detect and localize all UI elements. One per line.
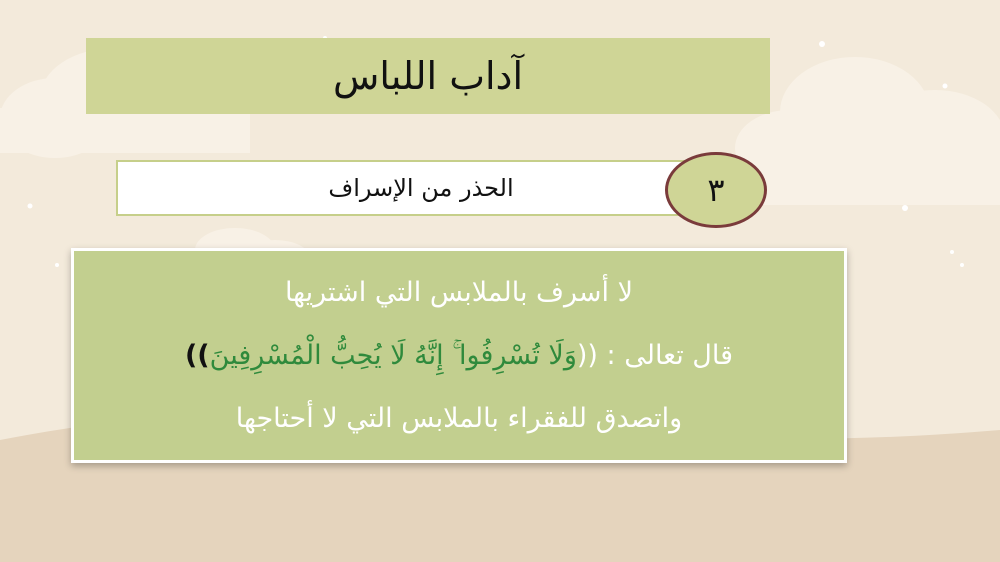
quote-close-parens: )) — [184, 339, 210, 371]
cloud-right — [735, 57, 1000, 205]
quran-verse: وَلَا تُسْرِفُوا ۚ إِنَّهُ لَا يُحِبُّ الْمُسْرِفِينَ — [209, 339, 577, 371]
number-badge — [665, 152, 767, 228]
quote-open-parens: (( — [576, 339, 598, 371]
subtitle-box — [116, 160, 686, 216]
content-line-3: واتصدق للفقراء بالملابس التي لا أحتاجها — [235, 402, 683, 434]
badge-number: ٣ — [707, 171, 725, 209]
quote-intro: قال تعالى : — [597, 339, 734, 371]
subtitle-text: الحذر من الإسراف — [328, 174, 514, 202]
content-line-1: لا أسرف بالملابس التي اشتريها — [284, 276, 634, 308]
content-line-2 — [74, 338, 844, 373]
title-bar — [86, 38, 770, 114]
content-box — [71, 248, 847, 463]
slide-title: آداب اللباس — [332, 54, 524, 98]
